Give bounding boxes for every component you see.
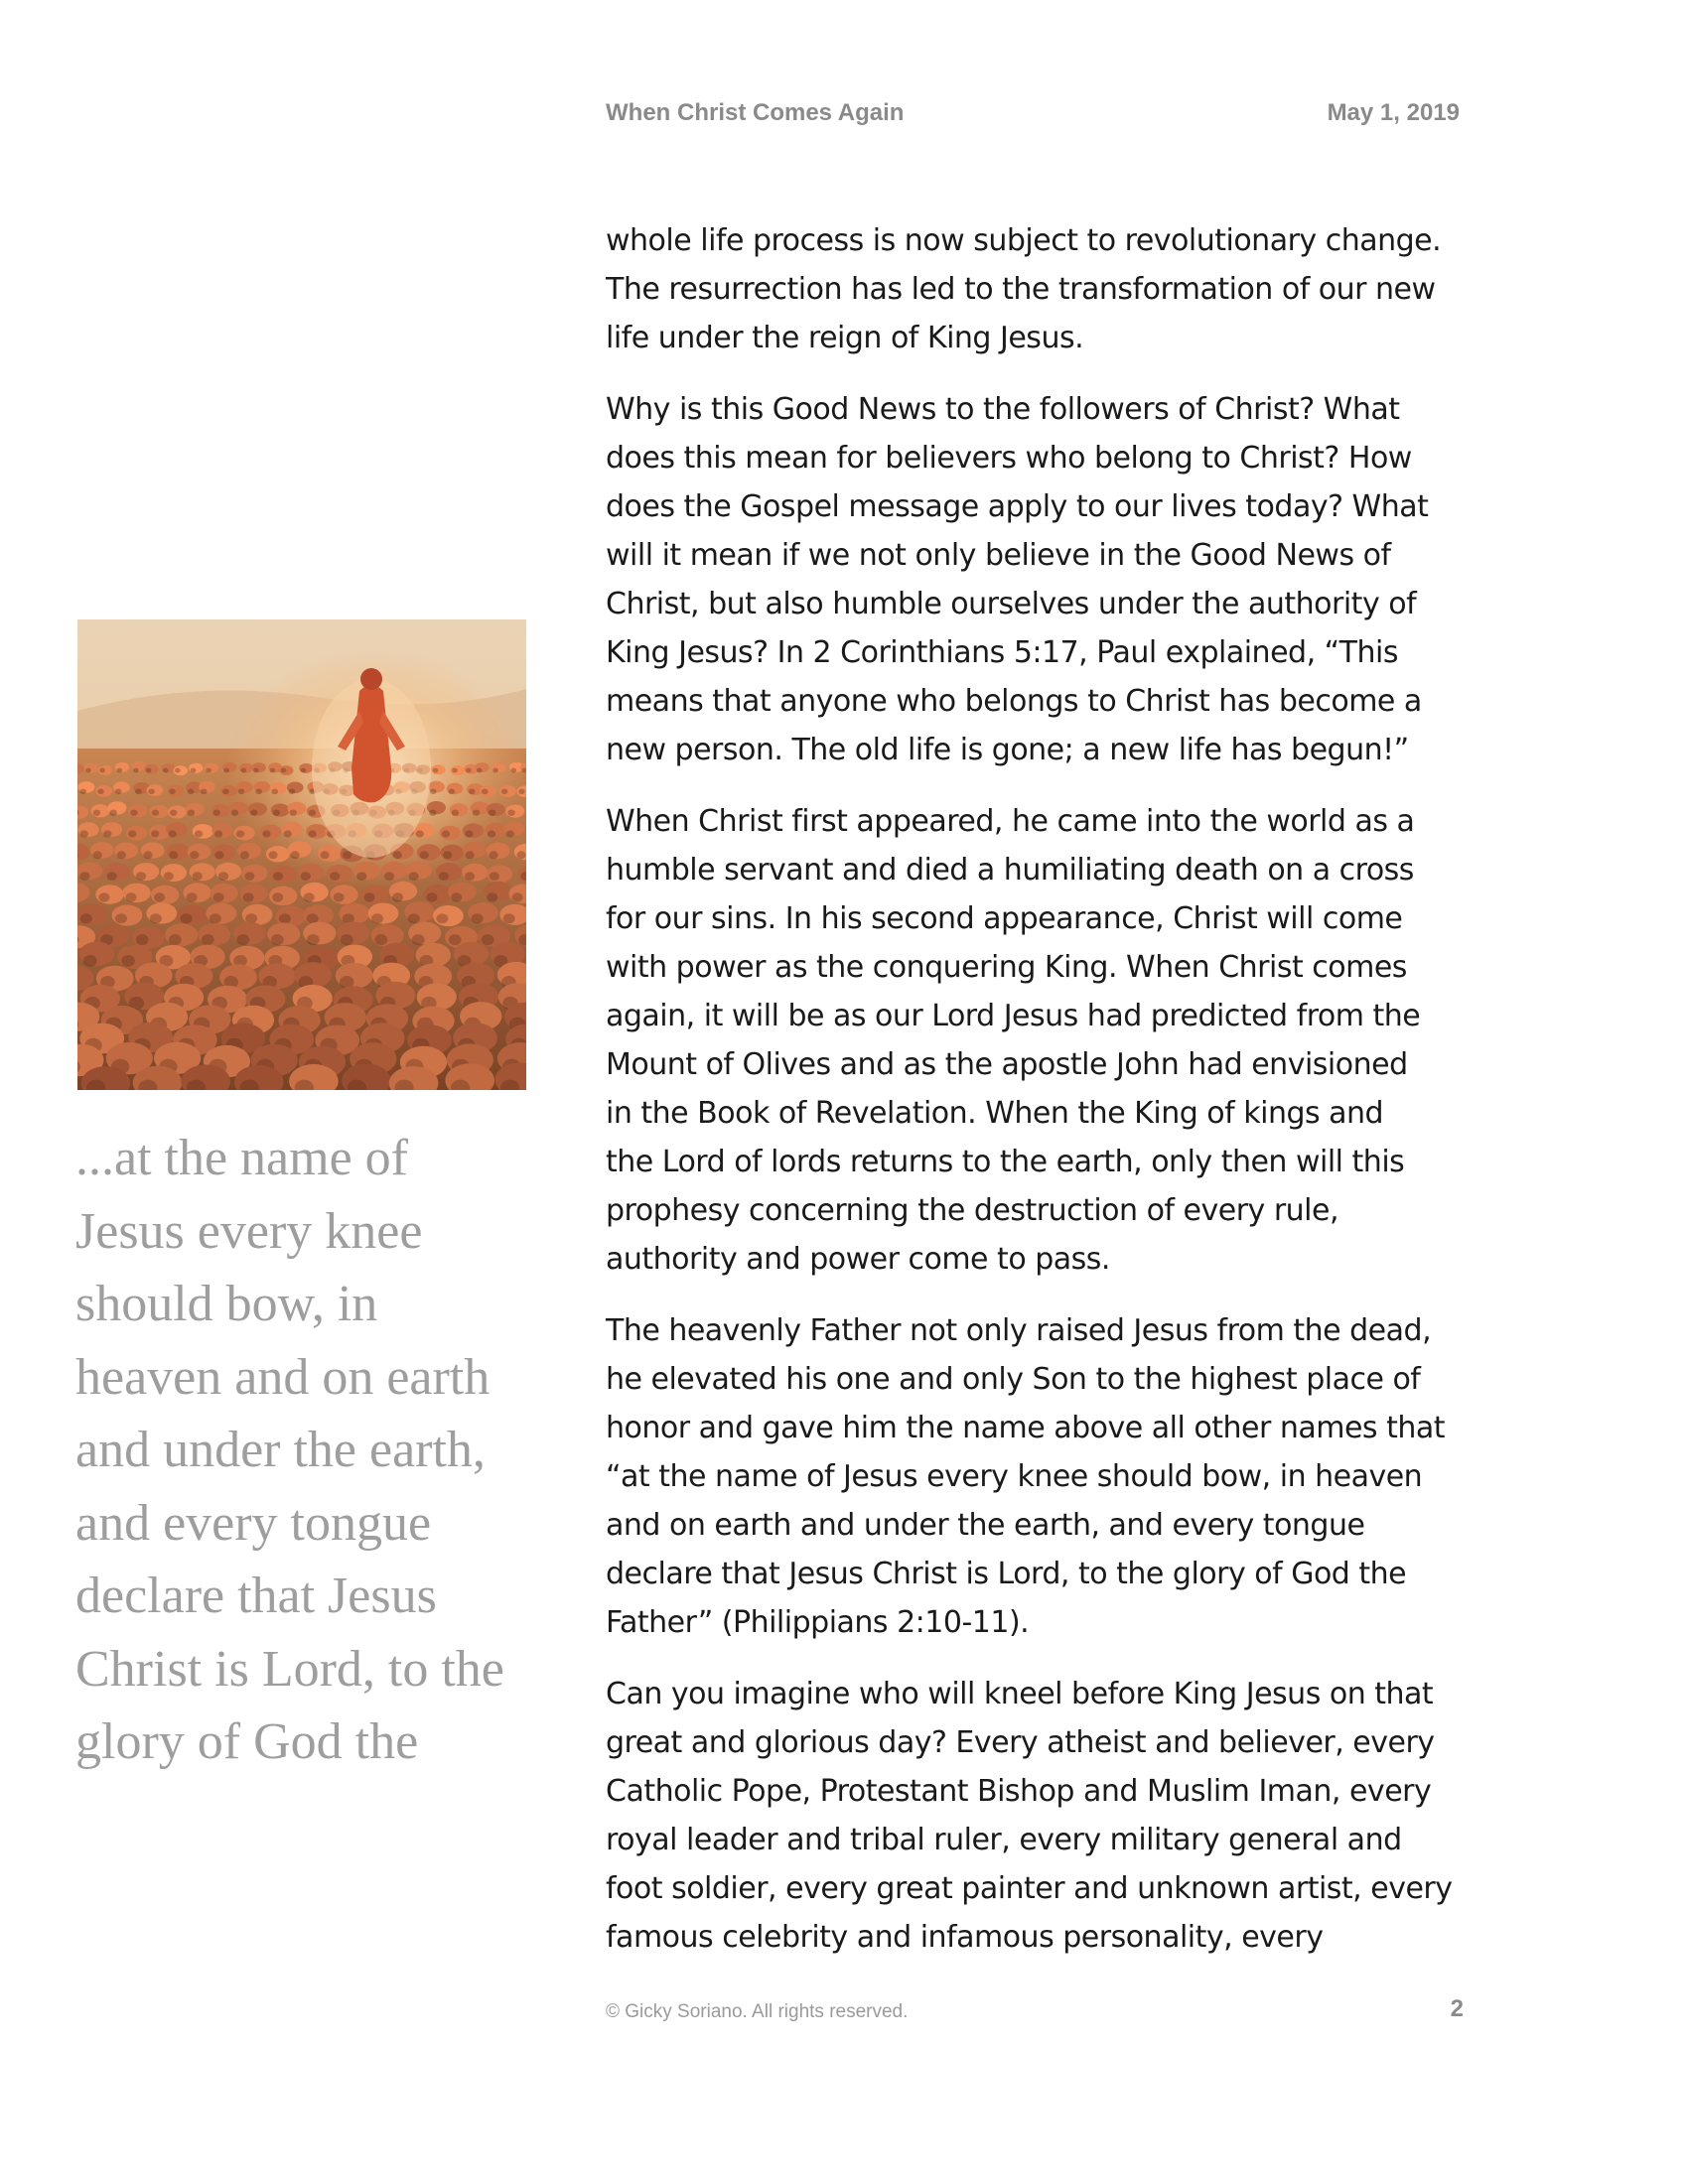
text-line: royal leader and tribal ruler, every military general and [606,1823,1402,1857]
pull-quote [75,1122,572,1779]
text-line: life under the reign of King Jesus. [606,321,1084,355]
text-line: and on earth and under the earth, and every tongue [606,1508,1365,1543]
pull-quote-line: glory of God the [75,1713,419,1770]
text-line: great and glorious day? Every atheist and believer, every [606,1725,1435,1760]
text-line: does the Gospel message apply to our lives today? What [606,489,1429,524]
text-line: famous celebrity and infamous personality, every [606,1920,1324,1955]
text-line: When Christ first appeared, he came into the world as a [606,804,1415,839]
page-number: 2 [1450,1995,1464,2022]
footer-copyright: © Gicky Soriano. All rights reserved. [606,2001,909,2022]
pull-quote-line: Jesus every knee [75,1202,423,1260]
text-line: new person. The old life is gone; a new life has begun!” [606,733,1409,767]
text-line: humble servant and died a humiliating death on a cross [606,853,1414,887]
text-line: foot soldier, every great painter and unknown artist, every [606,1871,1453,1906]
text-line: Can you imagine who will kneel before King Jesus on that [606,1677,1434,1711]
text-line: for our sins. In his second appearance, Christ will come [606,901,1403,936]
text-line: King Jesus? In 2 Corinthians 5:17, Paul explained, “This [606,635,1398,670]
text-line: Mount of Olives and as the apostle John had envisioned [606,1047,1408,1082]
body-paragraph [606,216,1470,362]
body-paragraph [606,797,1470,1284]
body-text [606,216,1470,1984]
painting-image [77,619,526,1090]
text-line: again, it will be as our Lord Jesus had predicted from the [606,999,1421,1033]
text-line: The resurrection has led to the transformation of our new [606,272,1436,307]
text-line: in the Book of Revelation. When the King of kings and [606,1096,1384,1131]
header-title: When Christ Comes Again [606,99,905,126]
text-line: honor and gave him the name above all other names that [606,1411,1445,1445]
header-date: May 1, 2019 [1327,99,1460,126]
text-line: prophesy concerning the destruction of every rule, [606,1193,1338,1228]
body-paragraph [606,1306,1470,1647]
body-paragraph [606,1670,1470,1962]
text-line: Why is this Good News to the followers of Christ? What [606,392,1400,427]
body-paragraph [606,385,1470,774]
text-line: the Lord of lords returns to the earth, only then will this [606,1145,1405,1179]
text-line: Christ, but also humble ourselves under the authority of [606,587,1417,621]
pull-quote-line: ...at the name of [75,1130,408,1186]
text-line: does this mean for believers who belong to Christ? How [606,441,1412,476]
pull-quote-line: declare that Jesus [75,1568,437,1624]
text-line: declare that Jesus Christ is Lord, to the glory of God the [606,1557,1407,1591]
text-line: The heavenly Father not only raised Jesus from the dead, [606,1313,1432,1348]
text-line: whole life process is now subject to revolutionary change. [606,223,1442,258]
pull-quote-line: should bow, in [75,1276,378,1332]
text-line: means that anyone who belongs to Christ has become a [606,684,1422,719]
pull-quote-line: and under the earth, [75,1422,486,1478]
pull-quote-line: and every tongue [75,1494,432,1552]
pull-quote-line: heaven and on earth [75,1348,491,1406]
text-line: authority and power come to pass. [606,1242,1110,1277]
text-line: “at the name of Jesus every knee should bow, in heaven [606,1459,1423,1494]
pull-quote-line: Christ is Lord, to the [75,1640,504,1698]
text-line: he elevated his one and only Son to the highest place of [606,1362,1421,1397]
text-line: Father” (Philippians 2:10-11). [606,1605,1030,1640]
text-line: will it mean if we not only believe in the Good News of [606,538,1391,573]
text-line: Catholic Pope, Protestant Bishop and Muslim Iman, every [606,1774,1432,1809]
text-line: with power as the conquering King. When Christ comes [606,950,1407,985]
